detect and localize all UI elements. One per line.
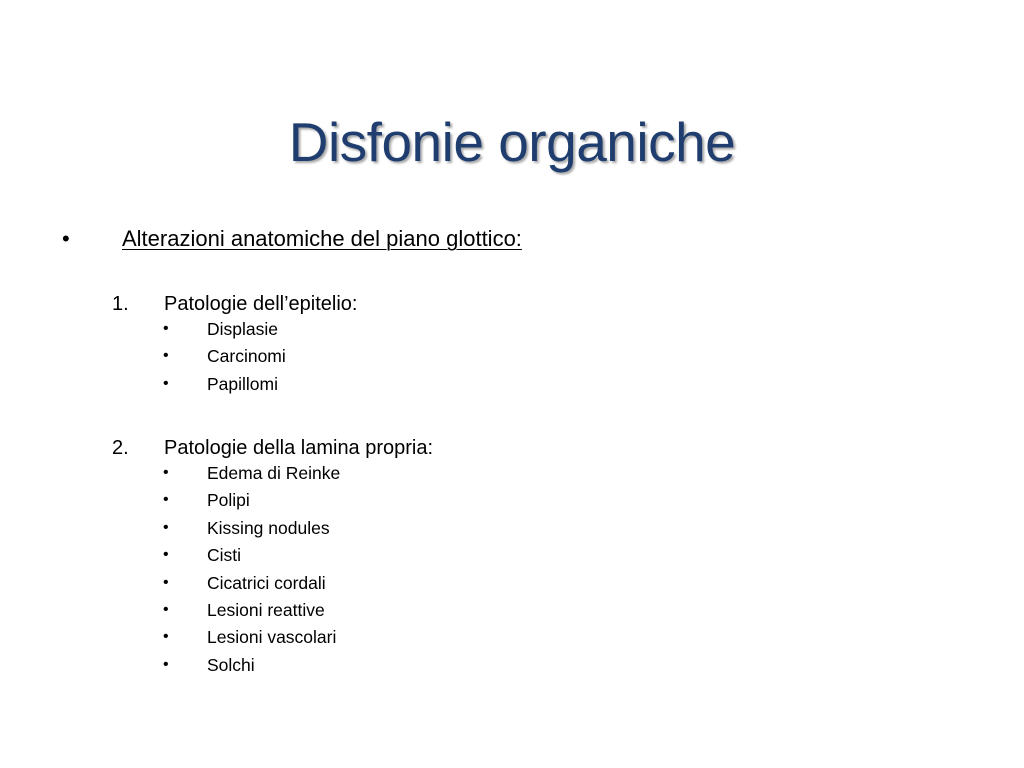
section-label: Patologie della lamina propria: xyxy=(164,437,434,459)
list-item-text: Cisti xyxy=(207,545,242,566)
list-item-text: Solchi xyxy=(207,654,255,675)
list-item xyxy=(0,462,600,489)
bullet-marker: • xyxy=(163,347,169,365)
list-item-text: Displasie xyxy=(207,319,278,339)
sub-list xyxy=(0,318,600,400)
list-item xyxy=(0,318,600,345)
list-item xyxy=(0,626,600,653)
section-number: 2. xyxy=(112,437,129,459)
list-item xyxy=(0,345,600,372)
list-item-text: Kissing nodules xyxy=(207,517,330,538)
bullet-marker: • xyxy=(163,320,169,337)
bullet-marker: • xyxy=(163,518,169,536)
section-number: 1. xyxy=(112,293,129,315)
list-item xyxy=(0,489,600,516)
list-item-text: Edema di Reinke xyxy=(207,463,341,483)
bullet-marker: • xyxy=(163,464,169,481)
list-item-text: Carcinomi xyxy=(207,346,286,367)
main-bullet-marker: • xyxy=(62,226,70,251)
list-item-text: Cicatrici cordali xyxy=(207,572,326,593)
sub-list xyxy=(0,462,600,681)
list-item xyxy=(0,654,600,681)
list-item-text: Polipi xyxy=(207,490,250,511)
list-item xyxy=(0,373,600,400)
bullet-marker: • xyxy=(163,655,169,673)
bullet-marker: • xyxy=(163,573,169,591)
list-item-text: Lesioni reattive xyxy=(207,599,325,620)
bullet-marker: • xyxy=(163,374,169,392)
list-item xyxy=(0,517,600,544)
list-item-text: Lesioni vascolari xyxy=(207,627,337,648)
list-item xyxy=(0,572,600,599)
list-item xyxy=(0,544,600,571)
main-bullet-text: Alterazioni anatomiche del piano glottico: xyxy=(122,226,522,251)
bullet-marker: • xyxy=(163,600,169,618)
slide-title: Disfonie organiche xyxy=(288,111,736,173)
section-label: Patologie dell’epitelio: xyxy=(164,293,358,315)
bullet-marker: • xyxy=(163,628,169,646)
bullet-marker: • xyxy=(163,546,169,564)
bullet-marker: • xyxy=(163,491,169,509)
list-item xyxy=(0,599,600,626)
list-item-text: Papillomi xyxy=(207,373,278,394)
